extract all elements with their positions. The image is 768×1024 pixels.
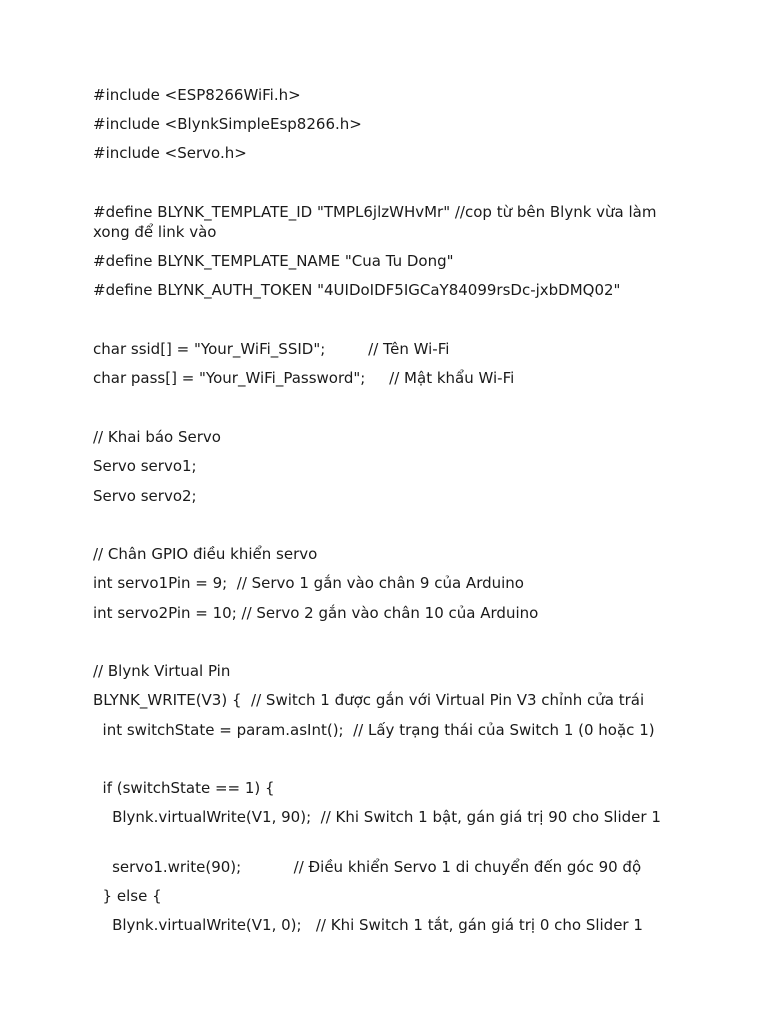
code-line-define-template-name: #define BLYNK_TEMPLATE_NAME "Cua Tu Dong" <box>93 252 454 270</box>
code-line-ssid: char ssid[] = "Your_WiFi_SSID"; // Tên Wi-Fi <box>93 340 450 358</box>
code-line-servo1-write: servo1.write(90); // Điều khiển Servo 1 di chuyển đến góc 90 độ <box>93 858 642 876</box>
code-line-servo2: Servo servo2; <box>93 487 197 505</box>
code-line-include-wifi: #include <ESP8266WiFi.h> <box>93 86 301 104</box>
code-line-if: if (switchState == 1) { <box>93 779 275 797</box>
code-line-blynk-write: BLYNK_WRITE(V3) { // Switch 1 được gắn với Virtual Pin V3 chỉnh cửa trái <box>93 691 645 709</box>
code-line-virtualwrite-90: Blynk.virtualWrite(V1, 90); // Khi Switch 1 bật, gán giá trị 90 cho Slider 1 <box>93 808 661 826</box>
code-line-servo2-pin: int servo2Pin = 10; // Servo 2 gắn vào chân 10 của Arduino <box>93 604 539 622</box>
code-line-comment-servo: // Khai báo Servo <box>93 428 221 446</box>
code-line-comment-gpio: // Chân GPIO điều khiển servo <box>93 545 318 563</box>
code-line-servo1-pin: int servo1Pin = 9; // Servo 1 gắn vào chân 9 của Arduino <box>93 574 524 592</box>
code-line-pass: char pass[] = "Your_WiFi_Password"; // Mật khẩu Wi-Fi <box>93 369 515 387</box>
code-line-servo1: Servo servo1; <box>93 457 197 475</box>
code-line-switch-state: int switchState = param.asInt(); // Lấy trạng thái của Switch 1 (0 hoặc 1) <box>93 721 655 739</box>
code-line-include-blynk: #include <BlynkSimpleEsp8266.h> <box>93 115 362 133</box>
code-line-define-auth-token: #define BLYNK_AUTH_TOKEN "4UIDoIDF5IGCaY84099rsDc-jxbDMQ02" <box>93 281 621 299</box>
code-line-define-template-id: #define BLYNK_TEMPLATE_ID "TMPL6jlzWHvMr" //cop từ bên Blynk vừa làm xong để link vào <box>93 203 662 241</box>
code-line-else: } else { <box>93 887 162 905</box>
code-line-virtualwrite-0: Blynk.virtualWrite(V1, 0); // Khi Switch 1 tắt, gán giá trị 0 cho Slider 1 <box>93 916 643 934</box>
code-line-include-servo: #include <Servo.h> <box>93 144 247 162</box>
code-line-comment-virtual-pin: // Blynk Virtual Pin <box>93 662 231 680</box>
